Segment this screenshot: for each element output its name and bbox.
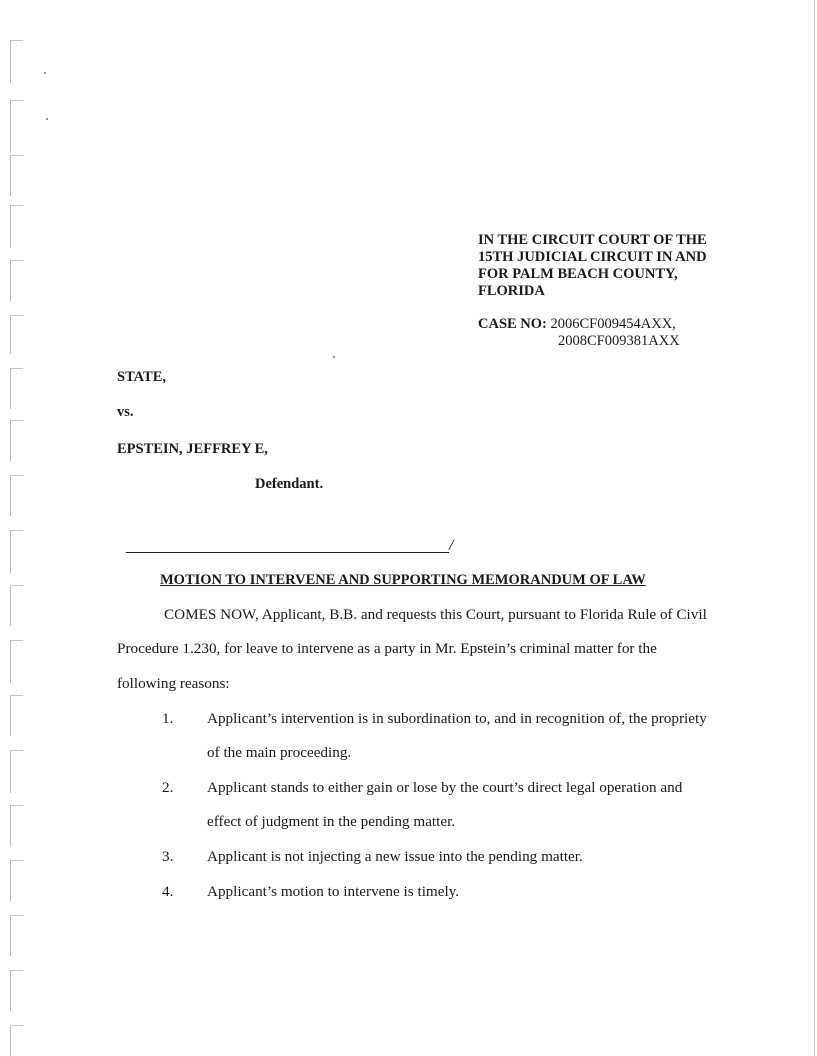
court-line: FLORIDA xyxy=(478,283,545,299)
intro-line: COMES NOW, Applicant, B.B. and requests this Court, pursuant to Florida Rule of Civil xyxy=(164,606,707,623)
right-edge-artifact xyxy=(814,0,815,1056)
court-heading xyxy=(478,232,778,300)
intro-line: Procedure 1.230, for leave to intervene as a party in Mr. Epstein’s criminal matter for the xyxy=(117,640,657,657)
reason-text: effect of judgment in the pending matter. xyxy=(207,813,456,830)
defendant-label: Defendant. xyxy=(255,476,324,492)
caption-rule xyxy=(126,552,449,553)
versus-label: vs. xyxy=(117,404,134,420)
reason-text: of the main proceeding. xyxy=(207,744,352,761)
scan-speck xyxy=(333,356,335,358)
reason-text: Applicant’s intervention is in subordination to, and in recognition of, the propriety xyxy=(207,710,707,727)
reason-text: Applicant is not injecting a new issue into the pending matter. xyxy=(207,848,583,865)
document-title: MOTION TO INTERVENE AND SUPPORTING MEMORANDUM OF LAW xyxy=(160,572,646,588)
scan-edge-artifacts xyxy=(0,0,40,1056)
case-number-label: CASE NO: xyxy=(478,316,547,332)
court-line: 15TH JUDICIAL CIRCUIT IN AND xyxy=(478,249,707,265)
reason-number: 4. xyxy=(162,883,174,900)
case-number-2: 2008CF009381AXX xyxy=(558,333,680,349)
scan-speck xyxy=(46,118,48,120)
reason-number: 3. xyxy=(162,848,174,865)
court-line: IN THE CIRCUIT COURT OF THE xyxy=(478,232,707,248)
reason-text: Applicant’s motion to intervene is timely. xyxy=(207,883,460,900)
court-line: FOR PALM BEACH COUNTY, xyxy=(478,266,678,282)
case-number-1: 2006CF009454AXX, xyxy=(550,316,676,332)
caption-slash: / xyxy=(449,537,454,554)
defendant-name: EPSTEIN, JEFFREY E, xyxy=(117,441,268,457)
scan-speck xyxy=(44,72,46,74)
reason-number: 2. xyxy=(162,779,174,796)
intro-line: following reasons: xyxy=(117,675,230,692)
plaintiff-name: STATE, xyxy=(117,369,167,385)
case-number-block xyxy=(478,316,680,350)
reason-text: Applicant stands to either gain or lose by the court’s direct legal operation and xyxy=(207,779,683,796)
reason-number: 1. xyxy=(162,710,174,727)
